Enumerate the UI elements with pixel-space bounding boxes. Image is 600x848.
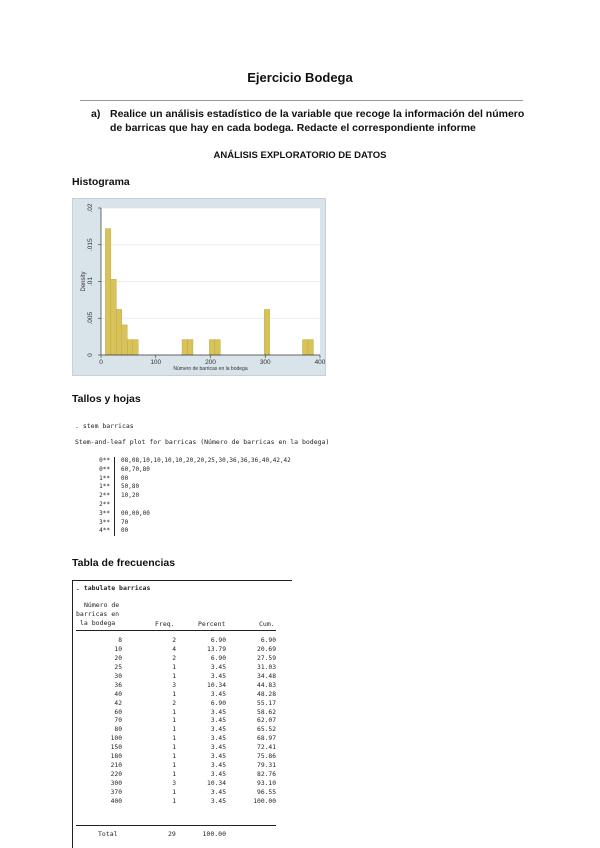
table-row: [76, 691, 276, 700]
table-cell-freq: 1: [172, 771, 176, 779]
table-cell-freq: 2: [172, 637, 176, 644]
table-cell-cum: 100.00: [253, 797, 276, 805]
stem-row: [80, 466, 291, 475]
table-row: [76, 646, 276, 655]
table-row: [76, 717, 276, 726]
stem-leaves: 50,80: [121, 483, 140, 491]
var-label-line: barricas en: [76, 610, 120, 618]
y-tick-label: .02: [87, 203, 94, 213]
table-cell-percent: 3.45: [210, 726, 226, 734]
histogram-bar: [308, 340, 313, 355]
histogram-chart: [72, 198, 326, 376]
table-cell-freq: 1: [172, 744, 176, 752]
table-cell-value: 20: [114, 654, 122, 662]
table-cell-percent: 3.45: [210, 753, 226, 761]
table-row: [76, 709, 276, 718]
stem-row: [80, 519, 291, 528]
var-label-line: Número de: [84, 601, 120, 609]
table-cell-value: 25: [114, 663, 122, 671]
table-cell-cum: 93.10: [257, 780, 276, 787]
question: [91, 107, 531, 135]
stem-value: 4**: [99, 527, 110, 535]
total-label: Total: [98, 830, 118, 838]
stem-row: [80, 475, 291, 484]
table-cell-cum: 55.17: [257, 699, 276, 707]
stem-divider: [114, 501, 115, 510]
stem-row: [80, 510, 291, 519]
stem-leaves: 00: [121, 474, 129, 482]
question-text: Realice un análisis estadístico de la variable que recoge la información del número de barricas que hay en cada bodega. Redacte el correspondiente informe: [110, 108, 525, 134]
table-cell-percent: 3.45: [210, 717, 226, 725]
table-cell-percent: 6.90: [210, 699, 226, 707]
table-row: [76, 798, 276, 807]
histogram-bar: [105, 229, 110, 355]
x-tick-label: 0: [99, 359, 103, 366]
table-cell-cum: 34.48: [257, 672, 276, 680]
histogram-svg: [73, 199, 325, 375]
table-cell-cum: 79.31: [257, 762, 276, 770]
var-label-line: la bodega: [80, 619, 116, 627]
stem-leaves: 60,70,80: [121, 465, 150, 473]
table-cell-freq: 1: [172, 753, 176, 761]
stem-row: [80, 457, 291, 466]
table-row: [76, 700, 276, 709]
stem-row: [80, 492, 291, 501]
table-cell-cum: 82.76: [257, 771, 276, 779]
table-cell-cum: 96.55: [257, 788, 276, 796]
table-cell-value: 220: [110, 771, 122, 779]
table-cell-percent: 3.45: [210, 663, 226, 671]
table-row: [76, 655, 276, 664]
table-row: [76, 664, 276, 673]
table-cell-value: 300: [110, 780, 122, 787]
table-cell-cum: 65.52: [257, 726, 276, 734]
table-cell-value: 8: [118, 637, 122, 644]
table-total-rule: [76, 825, 276, 826]
stem-value: 3**: [99, 509, 110, 517]
table-command: . tabulate barricas: [76, 584, 151, 592]
x-tick-label: 300: [259, 359, 271, 366]
stem-value: 0**: [99, 457, 110, 464]
table-row: [76, 780, 276, 789]
table-cell-cum: 72.41: [257, 744, 276, 752]
table-cell-percent: 6.90: [210, 637, 226, 644]
section-title: ANÁLISIS EXPLORATORIO DE DATOS: [213, 150, 387, 161]
table-cell-cum: 31.03: [257, 663, 276, 671]
table-cell-cum: 62.07: [257, 717, 276, 725]
table-cell-percent: 3.45: [210, 672, 226, 680]
histogram-bar: [182, 340, 187, 355]
table-cell-value: 80: [114, 726, 122, 734]
total-percent: 100.00: [202, 830, 226, 838]
histogram-bar: [116, 309, 121, 355]
y-tick-label: .015: [87, 238, 94, 252]
histogram-bar: [302, 340, 307, 355]
total-freq: 29: [168, 830, 176, 838]
stem-row: [80, 527, 291, 536]
table-cell-cum: 20.69: [257, 645, 276, 653]
table-cell-cum: 68.97: [257, 735, 276, 743]
x-tick-label: 100: [150, 359, 162, 366]
histogram-bar: [188, 340, 193, 355]
table-cell-percent: 3.45: [210, 762, 226, 770]
stem-value: 0**: [99, 465, 110, 473]
table-row: [76, 726, 276, 735]
table-cell-freq: 1: [172, 726, 176, 734]
x-tick-label: 200: [205, 359, 216, 366]
stem-leaves: 00: [121, 527, 129, 535]
table-cell-value: 210: [110, 762, 122, 770]
x-axis-label: Número de barricas en la bodega: [173, 366, 248, 372]
table-row: [76, 673, 276, 682]
table-cell-value: 36: [114, 681, 122, 689]
table-cell-freq: 1: [172, 708, 176, 716]
histogram-bar: [215, 340, 220, 355]
table-cell-percent: 3.45: [210, 690, 226, 698]
table-top-border: [72, 580, 292, 581]
table-header-rule: [76, 630, 276, 631]
stem-value: 3**: [99, 518, 110, 526]
stem-value: 1**: [99, 474, 110, 482]
stem-header: Stem-and-leaf plot for barricas (Número de barricas en la bodega): [75, 438, 330, 446]
table-cell-value: 370: [110, 788, 122, 796]
table-cell-value: 70: [114, 717, 122, 725]
table-cell-value: 30: [114, 672, 122, 680]
header-percent: Percent: [198, 620, 226, 628]
table-row: [76, 682, 276, 691]
histogram-bar: [127, 340, 132, 355]
stem-plot: [80, 457, 291, 536]
table-cell-percent: 3.45: [210, 744, 226, 752]
table-cell-freq: 1: [172, 717, 176, 725]
histogram-bar: [133, 340, 138, 355]
freq-heading: Tabla de frecuencias: [72, 557, 176, 569]
stem-row: [80, 501, 291, 510]
table-cell-percent: 3.45: [210, 708, 226, 716]
table-cell-value: 150: [110, 744, 122, 752]
table-row: [76, 789, 276, 798]
question-label: a): [91, 108, 101, 120]
table-row: [76, 744, 276, 753]
table-cell-value: 42: [114, 699, 122, 707]
title-divider: [80, 100, 523, 101]
table-cell-value: 400: [110, 797, 122, 805]
table-total-row: [76, 830, 276, 839]
y-tick-label: .005: [87, 311, 94, 325]
table-cell-value: 100: [110, 735, 122, 743]
page-title: Ejercicio Bodega: [247, 70, 353, 85]
stem-heading: Tallos y hojas: [72, 393, 141, 405]
stem-leaves: 08,08,10,10,10,10,20,20,25,30,36,36,36,40,42,42: [121, 457, 291, 464]
table-cell-freq: 2: [172, 699, 176, 707]
table-cell-percent: 13.79: [207, 645, 226, 653]
table-cell-cum: 27.59: [257, 654, 276, 662]
table-cell-percent: 10.34: [207, 681, 226, 689]
header-freq: Freq.: [155, 620, 175, 628]
table-cell-freq: 1: [172, 797, 176, 805]
stem-value: 2**: [99, 500, 110, 508]
y-tick-label: 0: [87, 353, 94, 357]
table-row: [76, 753, 276, 762]
table-row: [76, 637, 276, 646]
y-axis-label: Density: [81, 271, 87, 292]
table-cell-cum: 58.62: [257, 708, 276, 716]
table-cell-percent: 3.45: [210, 735, 226, 743]
histogram-bar: [111, 279, 116, 355]
table-body: [76, 637, 276, 807]
histogram-bar: [209, 340, 214, 355]
table-cell-percent: 10.34: [207, 780, 226, 787]
stem-leaves: 70: [121, 518, 129, 526]
stem-leaves: 10,20: [121, 492, 140, 500]
table-cell-freq: 4: [172, 645, 176, 653]
table-cell-freq: 1: [172, 690, 176, 698]
table-cell-percent: 3.45: [210, 771, 226, 779]
table-row: [76, 771, 276, 780]
table-cell-freq: 1: [172, 762, 176, 770]
table-row: [76, 735, 276, 744]
table-cell-value: 60: [114, 708, 122, 716]
table-cell-percent: 3.45: [210, 788, 226, 796]
table-cell-freq: 1: [172, 672, 176, 680]
table-cell-percent: 3.45: [210, 797, 226, 805]
y-tick-label: .01: [87, 276, 94, 287]
table-cell-value: 180: [110, 753, 122, 761]
table-cell-value: 40: [114, 690, 122, 698]
table-cell-cum: 6.90: [260, 637, 276, 644]
histogram-heading: Histograma: [72, 176, 130, 188]
table-cell-cum: 75.86: [257, 753, 276, 761]
stem-value: 1**: [99, 483, 110, 491]
table-left-border: [72, 580, 73, 848]
stem-leaves: 00,00,00: [121, 509, 150, 517]
stem-row: [80, 483, 291, 492]
histogram-bar: [264, 309, 269, 355]
stem-value: 2**: [99, 492, 110, 500]
table-cell-freq: 2: [172, 654, 176, 662]
header-cum: Cum.: [259, 620, 275, 628]
table-cell-cum: 44.83: [257, 681, 276, 689]
x-tick-label: 400: [314, 359, 325, 366]
histogram-bar: [122, 325, 127, 355]
table-cell-freq: 1: [172, 663, 176, 671]
stem-command: . stem barricas: [75, 422, 134, 430]
table-cell-freq: 1: [172, 735, 176, 743]
table-cell-value: 10: [114, 645, 122, 653]
table-row: [76, 762, 276, 771]
table-cell-freq: 3: [172, 681, 176, 689]
table-cell-percent: 6.90: [210, 654, 226, 662]
table-cell-freq: 1: [172, 788, 176, 796]
table-cell-cum: 48.28: [257, 690, 276, 698]
table-cell-freq: 3: [172, 780, 176, 787]
